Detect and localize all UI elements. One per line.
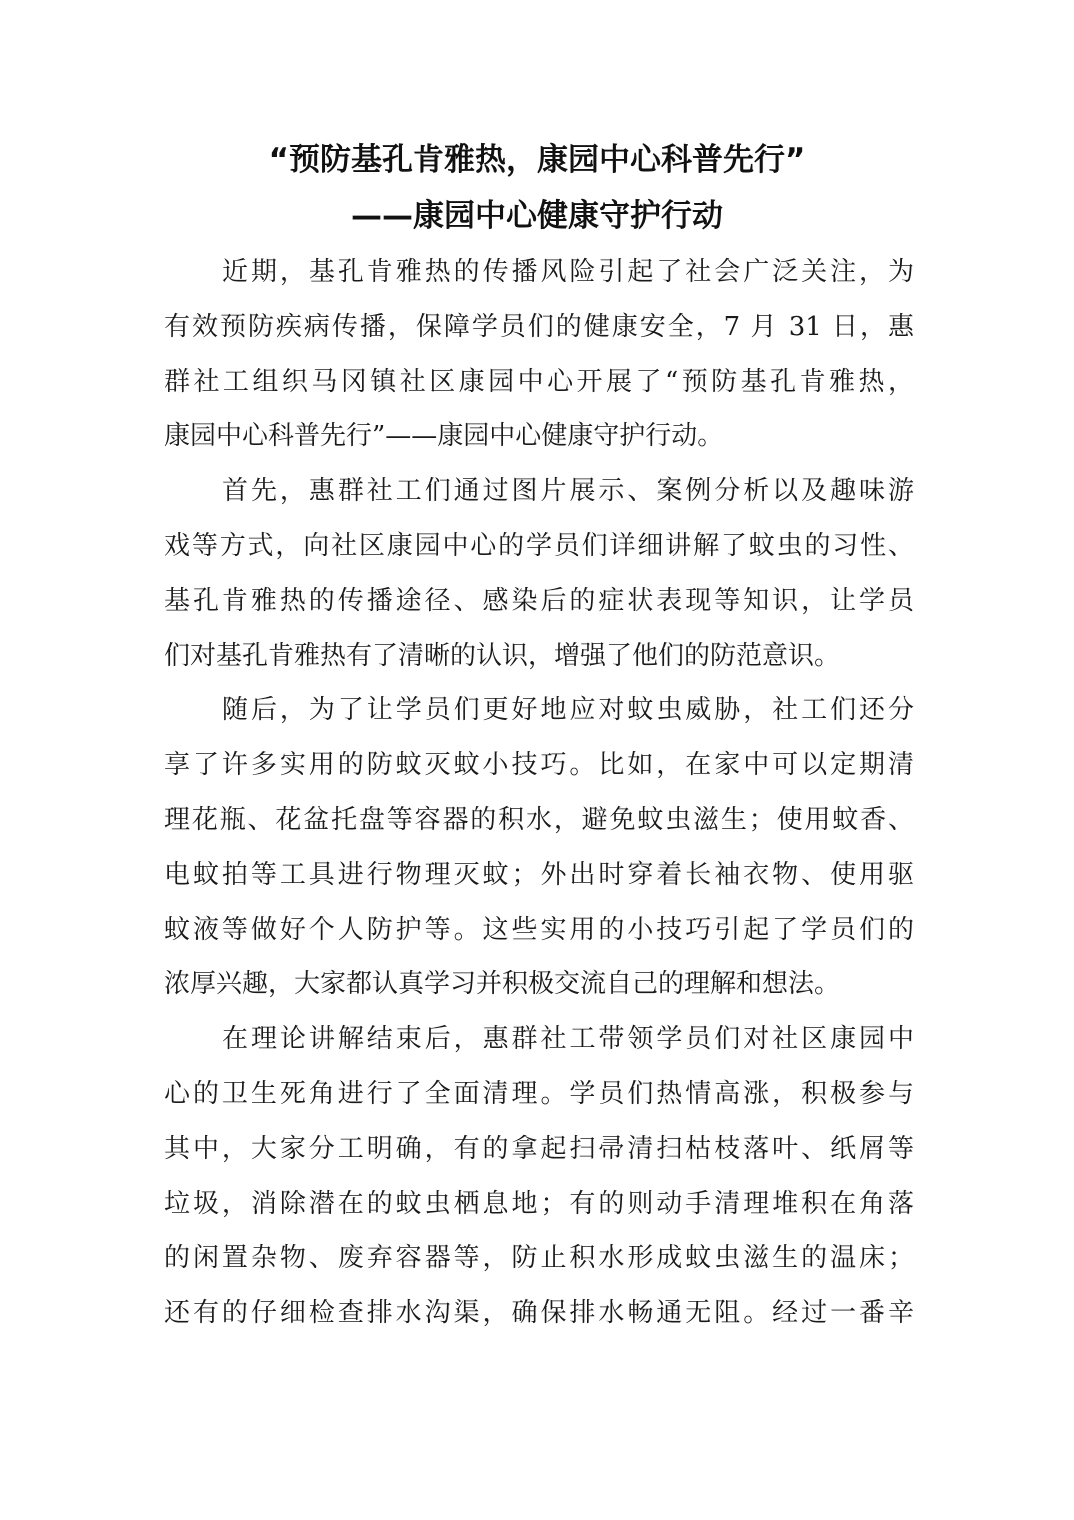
paragraph-2-line-1: 首先，惠群社工们通过图片展示、案例分析以及趣味游 [222, 476, 914, 507]
paragraph-3-line-6: 浓厚兴趣，大家都认真学习并积极交流自己的理解和想法。 [164, 969, 841, 1000]
paragraph-1-line-4: 康园中心科普先行”——康园中心健康守护行动。 [164, 421, 724, 452]
paragraph-3-line-2: 享了许多实用的防蚊灭蚊小技巧。比如，在家中可以定期清 [164, 750, 914, 781]
paragraph-4-line-5: 的闲置杂物、废弃容器等，防止积水形成蚊虫滋生的温床； [164, 1243, 914, 1274]
paragraph-2-line-3: 基孔肯雅热的传播途径、感染后的症状表现等知识，让学员 [164, 585, 914, 616]
document-subtitle: ——康园中心健康守护行动 [351, 198, 723, 234]
paragraph-4-line-4: 垃圾，消除潜在的蚊虫栖息地；有的则动手清理堆积在角落 [164, 1188, 914, 1219]
paragraph-4-line-2: 心的卫生死角进行了全面清理。学员们热情高涨，积极参与 [164, 1079, 914, 1109]
paragraph-3-line-4: 电蚊拍等工具进行物理灭蚊；外出时穿着长袖衣物、使用驱 [164, 859, 914, 890]
paragraph-3-line-1: 随后，为了让学员们更好地应对蚊虫威胁，社工们还分 [222, 695, 914, 726]
paragraph-1-line-1: 近期，基孔肯雅热的传播风险引起了社会广泛关注，为 [222, 257, 914, 287]
paragraph-2-line-4: 们对基孔肯雅热有了清晰的认识，增强了他们的防范意识。 [164, 640, 841, 671]
paragraph-4-line-3: 其中，大家分工明确，有的拿起扫帚清扫枯枝落叶、纸屑等 [164, 1133, 914, 1164]
paragraph-4-line-6: 还有的仔细检查排水沟渠，确保排水畅通无阻。经过一番辛 [164, 1298, 914, 1329]
paragraph-3-line-3: 理花瓶、花盆托盘等容器的积水，避免蚊虫滋生；使用蚊香、 [164, 805, 914, 835]
paragraph-3-line-5: 蚊液等做好个人防护等。这些实用的小技巧引起了学员们的 [164, 914, 914, 945]
paragraph-1-line-3: 群社工组织马冈镇社区康园中心开展了“预防基孔肯雅热， [164, 366, 914, 397]
document-title: “预防基孔肯雅热，康园中心科普先行” [268, 142, 806, 178]
paragraph-4-line-1: 在理论讲解结束后，惠群社工带领学员们对社区康园中 [222, 1024, 914, 1055]
paragraph-1-line-2: 有效预防疾病传播，保障学员们的健康安全，7 月 31 日，惠 [164, 311, 914, 342]
paragraph-2-line-2: 戏等方式，向社区康园中心的学员们详细讲解了蚊虫的习性、 [164, 531, 914, 561]
